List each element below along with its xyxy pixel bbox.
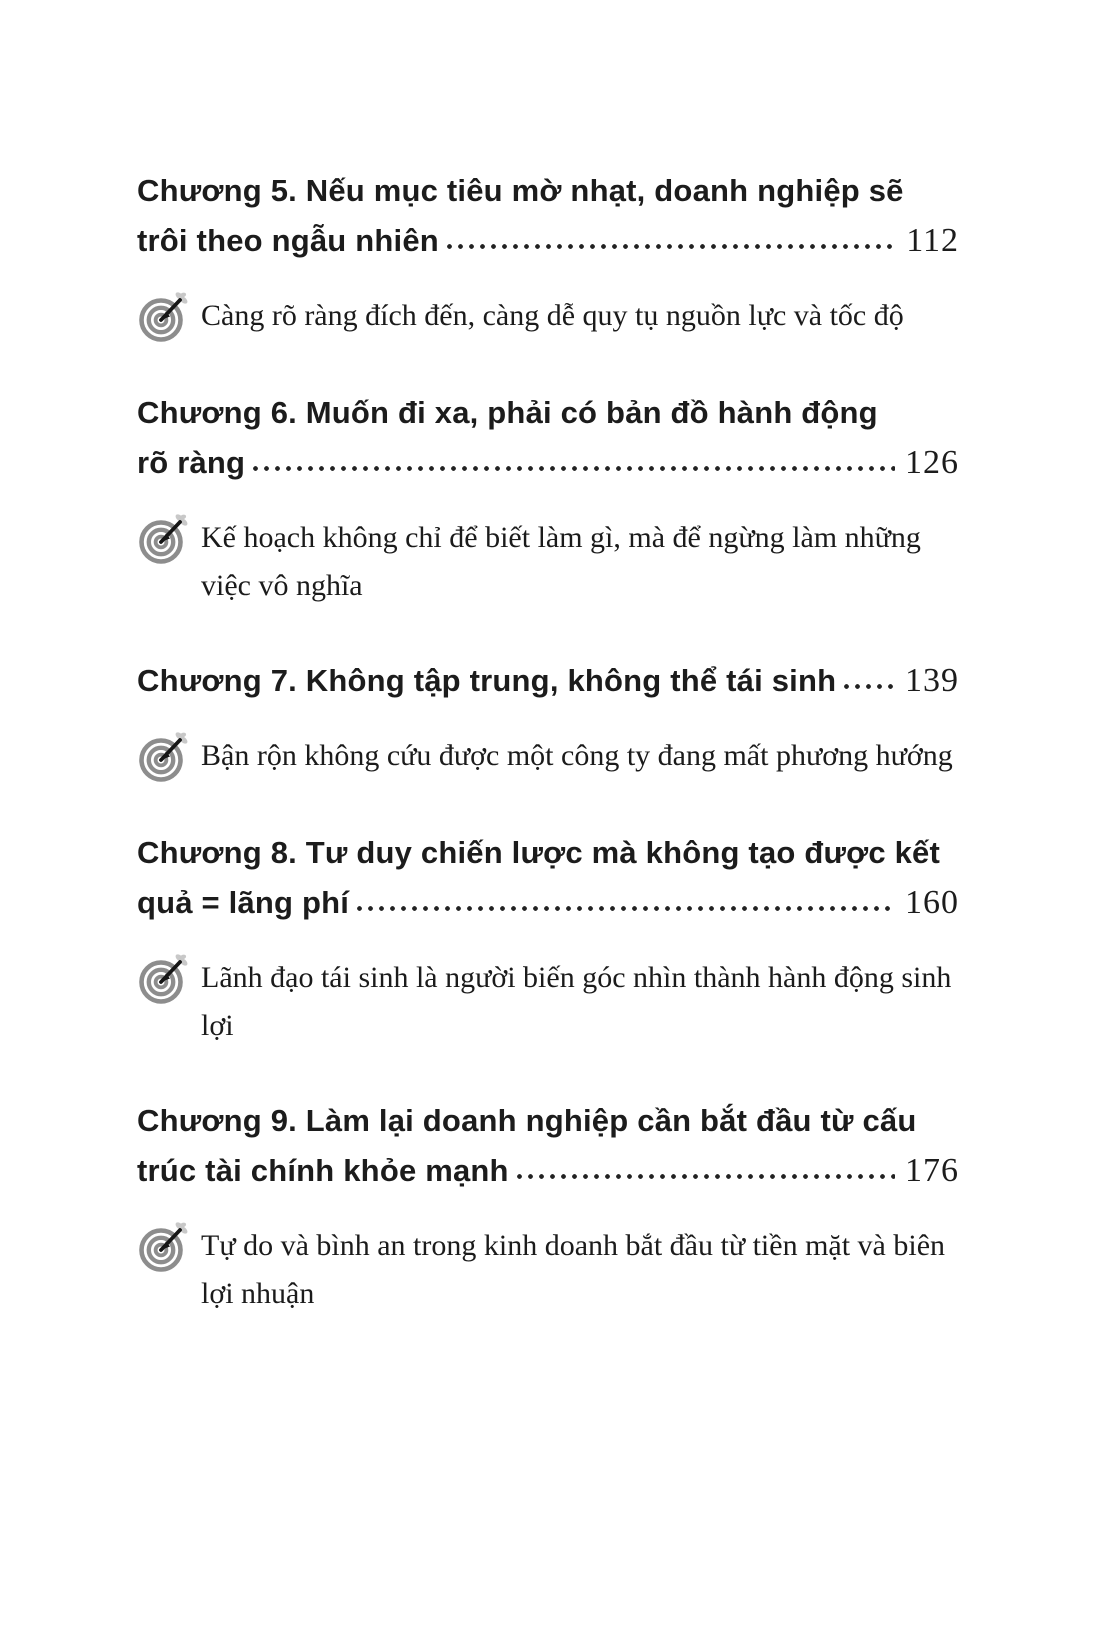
chapter-5-title (137, 166, 959, 266)
sub-point-text: Tự do và bình an trong kinh doanh bắt đầu từ tiền mặt và biên lợi nhuận (201, 1229, 946, 1310)
sub-point-text: Càng rõ ràng đích đến, càng dễ quy tụ nguồn lực và tốc độ (201, 299, 904, 332)
chapter-title-row (137, 1146, 959, 1196)
chapter-title-row (137, 438, 959, 488)
chapter-title-line: trúc tài chính khỏe mạnh (137, 1153, 509, 1188)
toc-entry-chapter-5 (137, 166, 959, 342)
chapter-title-row (137, 216, 959, 266)
toc-entry-chapter-8 (137, 828, 959, 1050)
target-dart-icon (137, 290, 189, 342)
chapter-8-title (137, 828, 959, 928)
chapter-title-line: quả = lãng phí (137, 885, 350, 920)
target-dart-icon (137, 512, 189, 564)
toc-entry-chapter-6 (137, 388, 959, 610)
sub-point (137, 514, 959, 610)
dot-leader (447, 244, 896, 249)
page-number: 112 (906, 222, 959, 259)
dot-leader (357, 906, 895, 911)
toc-entry-chapter-9 (137, 1096, 959, 1318)
sub-point (137, 954, 959, 1050)
sub-point (137, 732, 959, 782)
target-dart-icon (137, 952, 189, 1004)
chapter-9-title (137, 1096, 959, 1196)
sub-point (137, 292, 959, 342)
chapter-title-line: Chương 7. Không tập trung, không thể tái sinh (137, 663, 837, 698)
chapter-title-line: Chương 8. Tư duy chiến lược mà không tạo được kết (137, 835, 941, 870)
dot-leader (253, 466, 895, 471)
chapter-title-line: rõ ràng (137, 445, 246, 480)
chapter-title-line: Chương 5. Nếu mục tiêu mờ nhạt, doanh nghiệp sẽ (137, 173, 904, 208)
chapter-7-title (137, 656, 959, 706)
toc-entry-chapter-7 (137, 656, 959, 782)
sub-point-text: Lãnh đạo tái sinh là người biến góc nhìn thành hành động sinh lợi (201, 961, 952, 1042)
page-number: 176 (905, 1152, 959, 1189)
chapter-title-line: Chương 6. Muốn đi xa, phải có bản đồ hành động (137, 395, 878, 430)
chapter-title-line: Chương 9. Làm lại doanh nghiệp cần bắt đầu từ cấu (137, 1103, 917, 1138)
chapter-title-row (137, 656, 959, 706)
chapter-6-title (137, 388, 959, 488)
page-number: 139 (905, 662, 959, 699)
target-dart-icon (137, 1220, 189, 1272)
sub-point-text: Kế hoạch không chỉ để biết làm gì, mà để ngừng làm những việc vô nghĩa (201, 521, 921, 602)
page-number: 160 (905, 884, 959, 921)
chapter-title-line: trôi theo ngẫu nhiên (137, 223, 439, 258)
sub-point (137, 1222, 959, 1318)
dot-leader (517, 1174, 895, 1179)
chapter-title-row (137, 878, 959, 928)
sub-point-text: Bận rộn không cứu được một công ty đang mất phương hướng (201, 739, 953, 772)
page-number: 126 (905, 444, 959, 481)
target-dart-icon (137, 730, 189, 782)
dot-leader (844, 684, 895, 689)
